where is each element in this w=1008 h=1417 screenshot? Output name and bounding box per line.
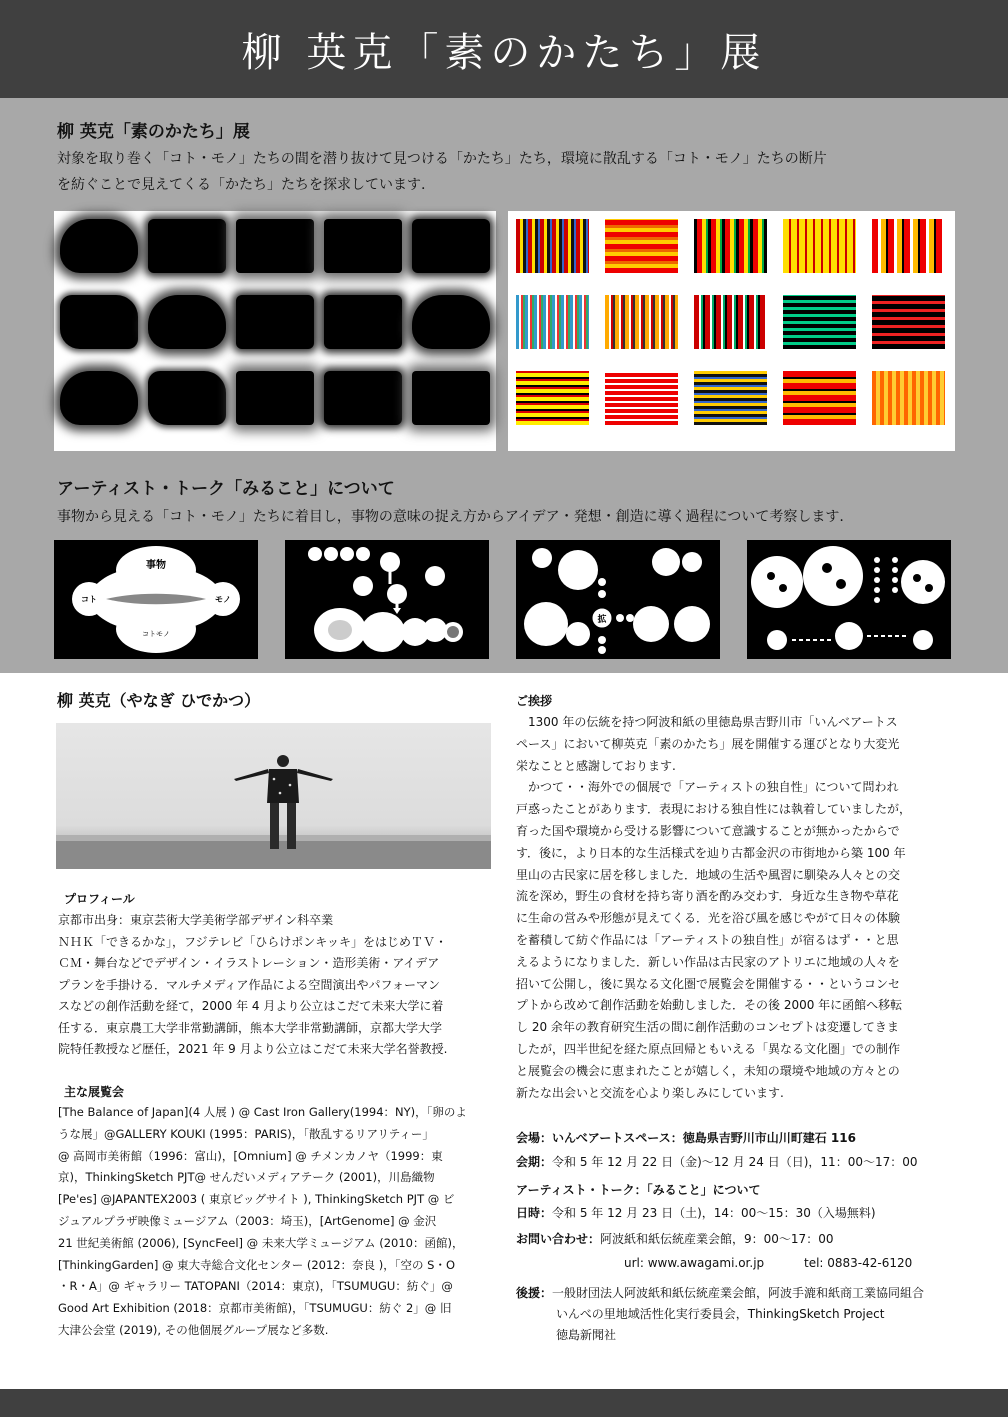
period-line: 会期：令和 5 年 12 月 22 日（金)〜12 月 24 日（日)，11：00〜17：00 [516, 1155, 918, 1169]
ink-artwork [236, 295, 314, 349]
diagram-process-flow [285, 540, 489, 659]
ink-artwork [412, 219, 490, 273]
contact-line: お問い合わせ：阿波紙和紙伝統産業会館，9：00〜17：00 [516, 1232, 834, 1246]
diagram-network [747, 540, 951, 659]
color-artwork [605, 371, 678, 425]
color-artwork [872, 371, 945, 425]
section-desc-exhibition: 対象を取り巻く「コト・モノ」たちの間を潜り抜けて見つける「かたち」たち，環境に散乱する「コト・モノ」たちの断片 を紡ぐことで見えてくる「かたち」たちを探求しています. [57, 151, 827, 193]
poster-title: 柳 英克「素のかたち」展 [241, 29, 767, 76]
ink-artwork [236, 219, 314, 273]
color-artwork [872, 295, 945, 349]
contact-url: url: www.awagami.or.jp [624, 1256, 765, 1270]
diagram-expansion [516, 540, 720, 659]
ink-artwork [148, 371, 226, 425]
venue-line: 会場：いんべアートスペース：徳島県吉野川市山川町建石 116 [516, 1131, 856, 1145]
color-artwork [694, 295, 767, 349]
color-artwork [694, 371, 767, 425]
exhibitions-text: [The Balance of Japan](4 人展 ) @ Cast Iron Gallery(1994：NY)，「卵のよ うな展」@GALLERY KOUKI (1995：PARIS)，「散乱するリアリティー」 @ 高岡市美術館（1996：富山)，[Omnium] @ チメンカノヤ（1999：東 京)，ThinkingSketch PJT@ せんだいメディアテーク (2001)，川島織物 [Pe'es] @JAPANTEX2003 ( 東京ビッグサイト ), ThinkingSketch PJT @ ビ ジュアルプラザ映像ミュージアム（2003：埼玉)，[ArtGenome] @ 金沢 21 世紀美術館 (2006), [SyncFeel] @ 未来大学ミュージアム (2010：函館)， [ThinkingGarden] @ 東大寺総合文化センター (2012：奈良 )，「空の S・O ・R・A」@ ギャラリー TATOPANI（2014：東京)，「TSUMUGU：紡ぐ」@ Good Art Exhibition (2018：京都市美術館)，「TSUMUGU：紡ぐ 2」@ 旧 大津公会堂 (2019), その他個展グループ展など多数. [58, 1105, 467, 1337]
header-bar [0, 0, 1008, 98]
color-artwork [516, 295, 589, 349]
exhibitions-heading: 主な展覧会 [64, 1085, 125, 1099]
ink-artwork [236, 371, 314, 425]
color-artwork [605, 219, 678, 273]
diagram1-bottom-label: コトモノ [142, 630, 170, 638]
color-artwork [872, 219, 945, 273]
artist-photo-svg [56, 723, 491, 869]
ink-artwork [324, 295, 402, 349]
diagram-network-svg [747, 540, 951, 659]
ink-artwork [148, 295, 226, 349]
color-artwork [783, 219, 856, 273]
color-artwork-panel [508, 211, 955, 451]
color-artwork [516, 371, 589, 425]
color-artwork [694, 219, 767, 273]
section-title-talk: アーティスト・トーク「みること」について [57, 479, 395, 499]
diagram-koto-mono-svg [54, 540, 258, 659]
section-desc-talk: 事物から見える「コト・モノ」たちに着目し，事物の意味の捉え方からアイデア・発想・創造に導く過程について考察します. [57, 509, 844, 525]
talk-date-line: 日時：令和 5 年 12 月 23 日（土)，14：00〜15：30（入場無料) [516, 1206, 876, 1220]
diagram-expansion-svg [516, 540, 720, 659]
ink-artwork [60, 371, 138, 425]
artist-photo [56, 723, 491, 869]
ink-artwork-panel [54, 211, 496, 451]
diagram1-left-label: コト [81, 595, 97, 604]
ink-artwork [324, 371, 402, 425]
talk-title-line: アーティスト・トーク：「みること」について [516, 1183, 761, 1197]
diagram1-right-label: モノ [215, 595, 231, 604]
support-block: 後援：一般財団法人阿波紙和紙伝統産業会館，阿波手漉和紙商工業協同組合 いんべの里地域活性化実行委員会，ThinkingSketch Project 徳島新聞社 [516, 1286, 925, 1342]
ink-artwork [412, 295, 490, 349]
ink-artwork [324, 219, 402, 273]
ink-artwork [60, 219, 138, 273]
contact-url-tel [624, 1253, 944, 1274]
profile-text: 京都市出身：東京芸術大学美術学部デザイン科卒業 ＮＨＫ「できるかな」，フジテレビ「ひらけポンキッキ」をはじめＴＶ・ ＣＭ・舞台などでデザイン・イラストレーション・造形美術・アイデア プランを手掛ける．マルチメディア作品による空間演出やパフォーマン スなどの創作活動を経て，2000 年 4 月より公立はこだて未来大学に着 任する．東京農工大学非常勤講師，熊本大学非常勤講師，京都大学大学 院特任教授など歴任，2021 年 9 月より公立はこだて未来大学名誉教授. [58, 913, 448, 1056]
greeting-heading: ご挨拶 [516, 694, 553, 708]
diagram-koto-mono [54, 540, 258, 659]
color-artwork [783, 371, 856, 425]
ink-artwork [148, 219, 226, 273]
ink-artwork [412, 371, 490, 425]
color-artwork [605, 295, 678, 349]
color-artwork [783, 295, 856, 349]
section-title-exhibition: 柳 英克「素のかたち」展 [57, 122, 250, 142]
diagram1-top-label: 事物 [146, 560, 166, 571]
color-artwork [516, 219, 589, 273]
diagram-process-flow-svg [285, 540, 489, 659]
contact-tel: tel: 0883-42-6120 [803, 1256, 913, 1270]
artist-name: 柳 英克（やなぎ ひでかつ） [57, 691, 261, 710]
profile-heading: プロフィール [64, 892, 135, 906]
footer-bar [0, 1389, 1008, 1417]
diagram3-center-label: 拡 [597, 615, 607, 625]
greeting-text: 1300 年の伝統を持つ阿波和紙の里徳島県吉野川市「いんべアートス ペース」において柳英克「素のかたち」展を開催する運びとなり大変光 栄なことと感謝しております. かつて・・海外での個展で「アーティストの独自性」について問われ 戸惑ったことがあります．表現における独自性には執着していましたが， 育った国や環境から受ける影響について意識することが無かったからで す．後に，より日本的な生活様式を辿り古都金沢の市街地から築 100 年 里山の古民家に居を移しました．地域の生活や風習に馴染み人々との交 流を深め，野生の食材を持ち寄り酒を酌み交わす．身近な生き物や草花 に生命の営みや形態が見えてくる．光を浴び風を感じやがて日々の体験 を蓄積して紡ぐ作品には「アーティストの独自性」が宿るはず・・と思 えるようになりました．新しい作品は古民家のアトリエに地域の人々を 招いて公開し，後に異なる文化圏で展覧会を開催する・・というコンセ プトから改めて創作活動を始動しました．その後 2000 年に函館へ移転 し 20 余年の教育研究生活の間に創作活動のコンセプトは変遷してきま したが，四半世紀を経た原点回帰ともいえる「異なる文化圏」での制作 と展覧会の機会に恵まれたことが嬉しく，未知の環境や地域の方々との 新たな出会いと交流を心より楽しみにしています. [516, 715, 912, 1100]
ink-artwork [60, 295, 138, 349]
